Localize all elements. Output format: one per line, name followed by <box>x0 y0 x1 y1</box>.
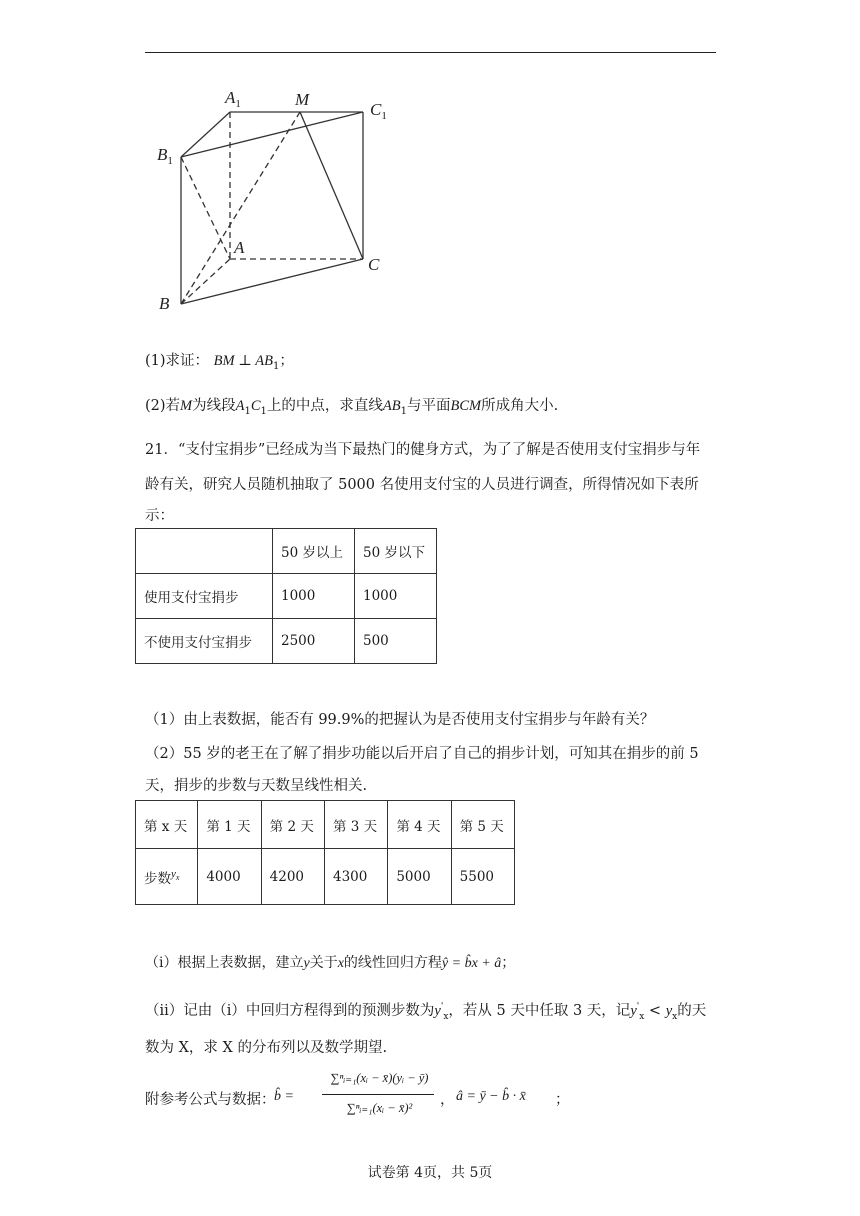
table-cell: 4300 <box>324 849 387 905</box>
table-header: 第 x 天 <box>136 801 198 849</box>
table-cell: 4200 <box>261 849 324 905</box>
table-cell: 不使用支付宝捐步 <box>136 619 273 664</box>
table-header: 第 2 天 <box>261 801 324 849</box>
label-B1: $B_1$ <box>157 145 173 167</box>
label-M: M <box>295 90 310 109</box>
q20-part1: (1)求证： BM ⊥ $AB_1$； <box>145 353 294 372</box>
table-cell: 5500 <box>451 849 514 905</box>
table-cell: 1000 <box>355 574 437 619</box>
table-cell: 使用支付宝捐步 <box>136 574 273 619</box>
table-row <box>136 801 515 849</box>
reference-label: 附参考公式与数据： <box>145 1092 276 1108</box>
table-cell: 4000 <box>198 849 261 905</box>
label-B: B <box>159 294 170 313</box>
table-header: 第 1 天 <box>198 801 261 849</box>
table-cell: 5000 <box>388 849 451 905</box>
table-row <box>136 529 437 574</box>
label-A1: $A_1$ <box>225 88 241 110</box>
q21-sub2-line2: 天，捐步的步数与天数呈线性相关. <box>145 778 368 794</box>
table-cell: 2500 <box>273 619 355 664</box>
formula-comma: ， <box>440 1092 455 1108</box>
q21-part-ii-line2: 数为 X，求 X 的分布列以及数学期望. <box>145 1040 388 1056</box>
q21-part-ii-line1: （ii）记由（i）中回归方程得到的预测步数为$y'_x$，若从 5 天中任取 3 天，记$y'_x < y_x$的天 <box>145 1002 707 1022</box>
table-cell: 步数$^{y_x}$ <box>136 849 198 905</box>
formula-denominator: ∑ⁿᵢ₌₁(xᵢ − x̄)² <box>346 1101 413 1115</box>
label-C1: $C_1$ <box>370 100 387 122</box>
table-header: 50 岁以下 <box>355 529 437 574</box>
formula-bhat: b̂ = <box>274 1089 294 1104</box>
table-cell: 1000 <box>273 574 355 619</box>
table-row <box>136 619 437 664</box>
q21-sub2-line1: （2）55 岁的老王在了解了捐步功能以后开启了自己的捐步计划，可知其在捐步的前 5 <box>145 746 699 762</box>
formula-numerator: ∑ⁿᵢ₌₁(xᵢ − x̄)(yᵢ − ȳ) <box>330 1071 429 1085</box>
table-header: 50 岁以上 <box>273 529 355 574</box>
label-A: A <box>234 238 245 257</box>
q21-intro-line3: 示： <box>145 508 174 524</box>
fraction-bar <box>322 1094 434 1095</box>
formula-ahat: â = ȳ − b̂ · x̄ <box>456 1089 526 1104</box>
page-footer: 试卷第 4页，共 5页 <box>367 1165 493 1181</box>
table-cell <box>136 529 273 574</box>
header-rule <box>145 52 716 53</box>
prism-figure <box>150 85 410 315</box>
table-header: 第 4 天 <box>388 801 451 849</box>
q21-part-i: （i）根据上表数据，建立y关于x的线性回归方程ŷ = b̂x + â； <box>145 955 516 971</box>
table-header: 第 5 天 <box>451 801 514 849</box>
table-header: 第 3 天 <box>324 801 387 849</box>
table-row <box>136 574 437 619</box>
q20-part2: (2)若M为线段$A_1C_1$上的中点，求直线$AB_1$与平面BCM所成角大小. <box>145 398 559 417</box>
steps-table <box>135 800 515 905</box>
q21-sub1: （1）由上表数据，能否有 99.9%的把握认为是否使用支付宝捐步与年龄有关？ <box>145 712 655 728</box>
contingency-table <box>135 528 437 664</box>
table-cell: 500 <box>355 619 437 664</box>
label-C: C <box>368 255 380 274</box>
formula-end: ； <box>555 1092 570 1108</box>
table-row <box>136 849 515 905</box>
q21-intro-line2: 龄有关，研究人员随机抽取了 5000 名使用支付宝的人员进行调查，所得情况如下表所 <box>145 477 699 493</box>
q21-intro-line1: 21．“支付宝捐步”已经成为当下最热门的健身方式，为了了解是否使用支付宝捐步与年 <box>145 442 701 458</box>
